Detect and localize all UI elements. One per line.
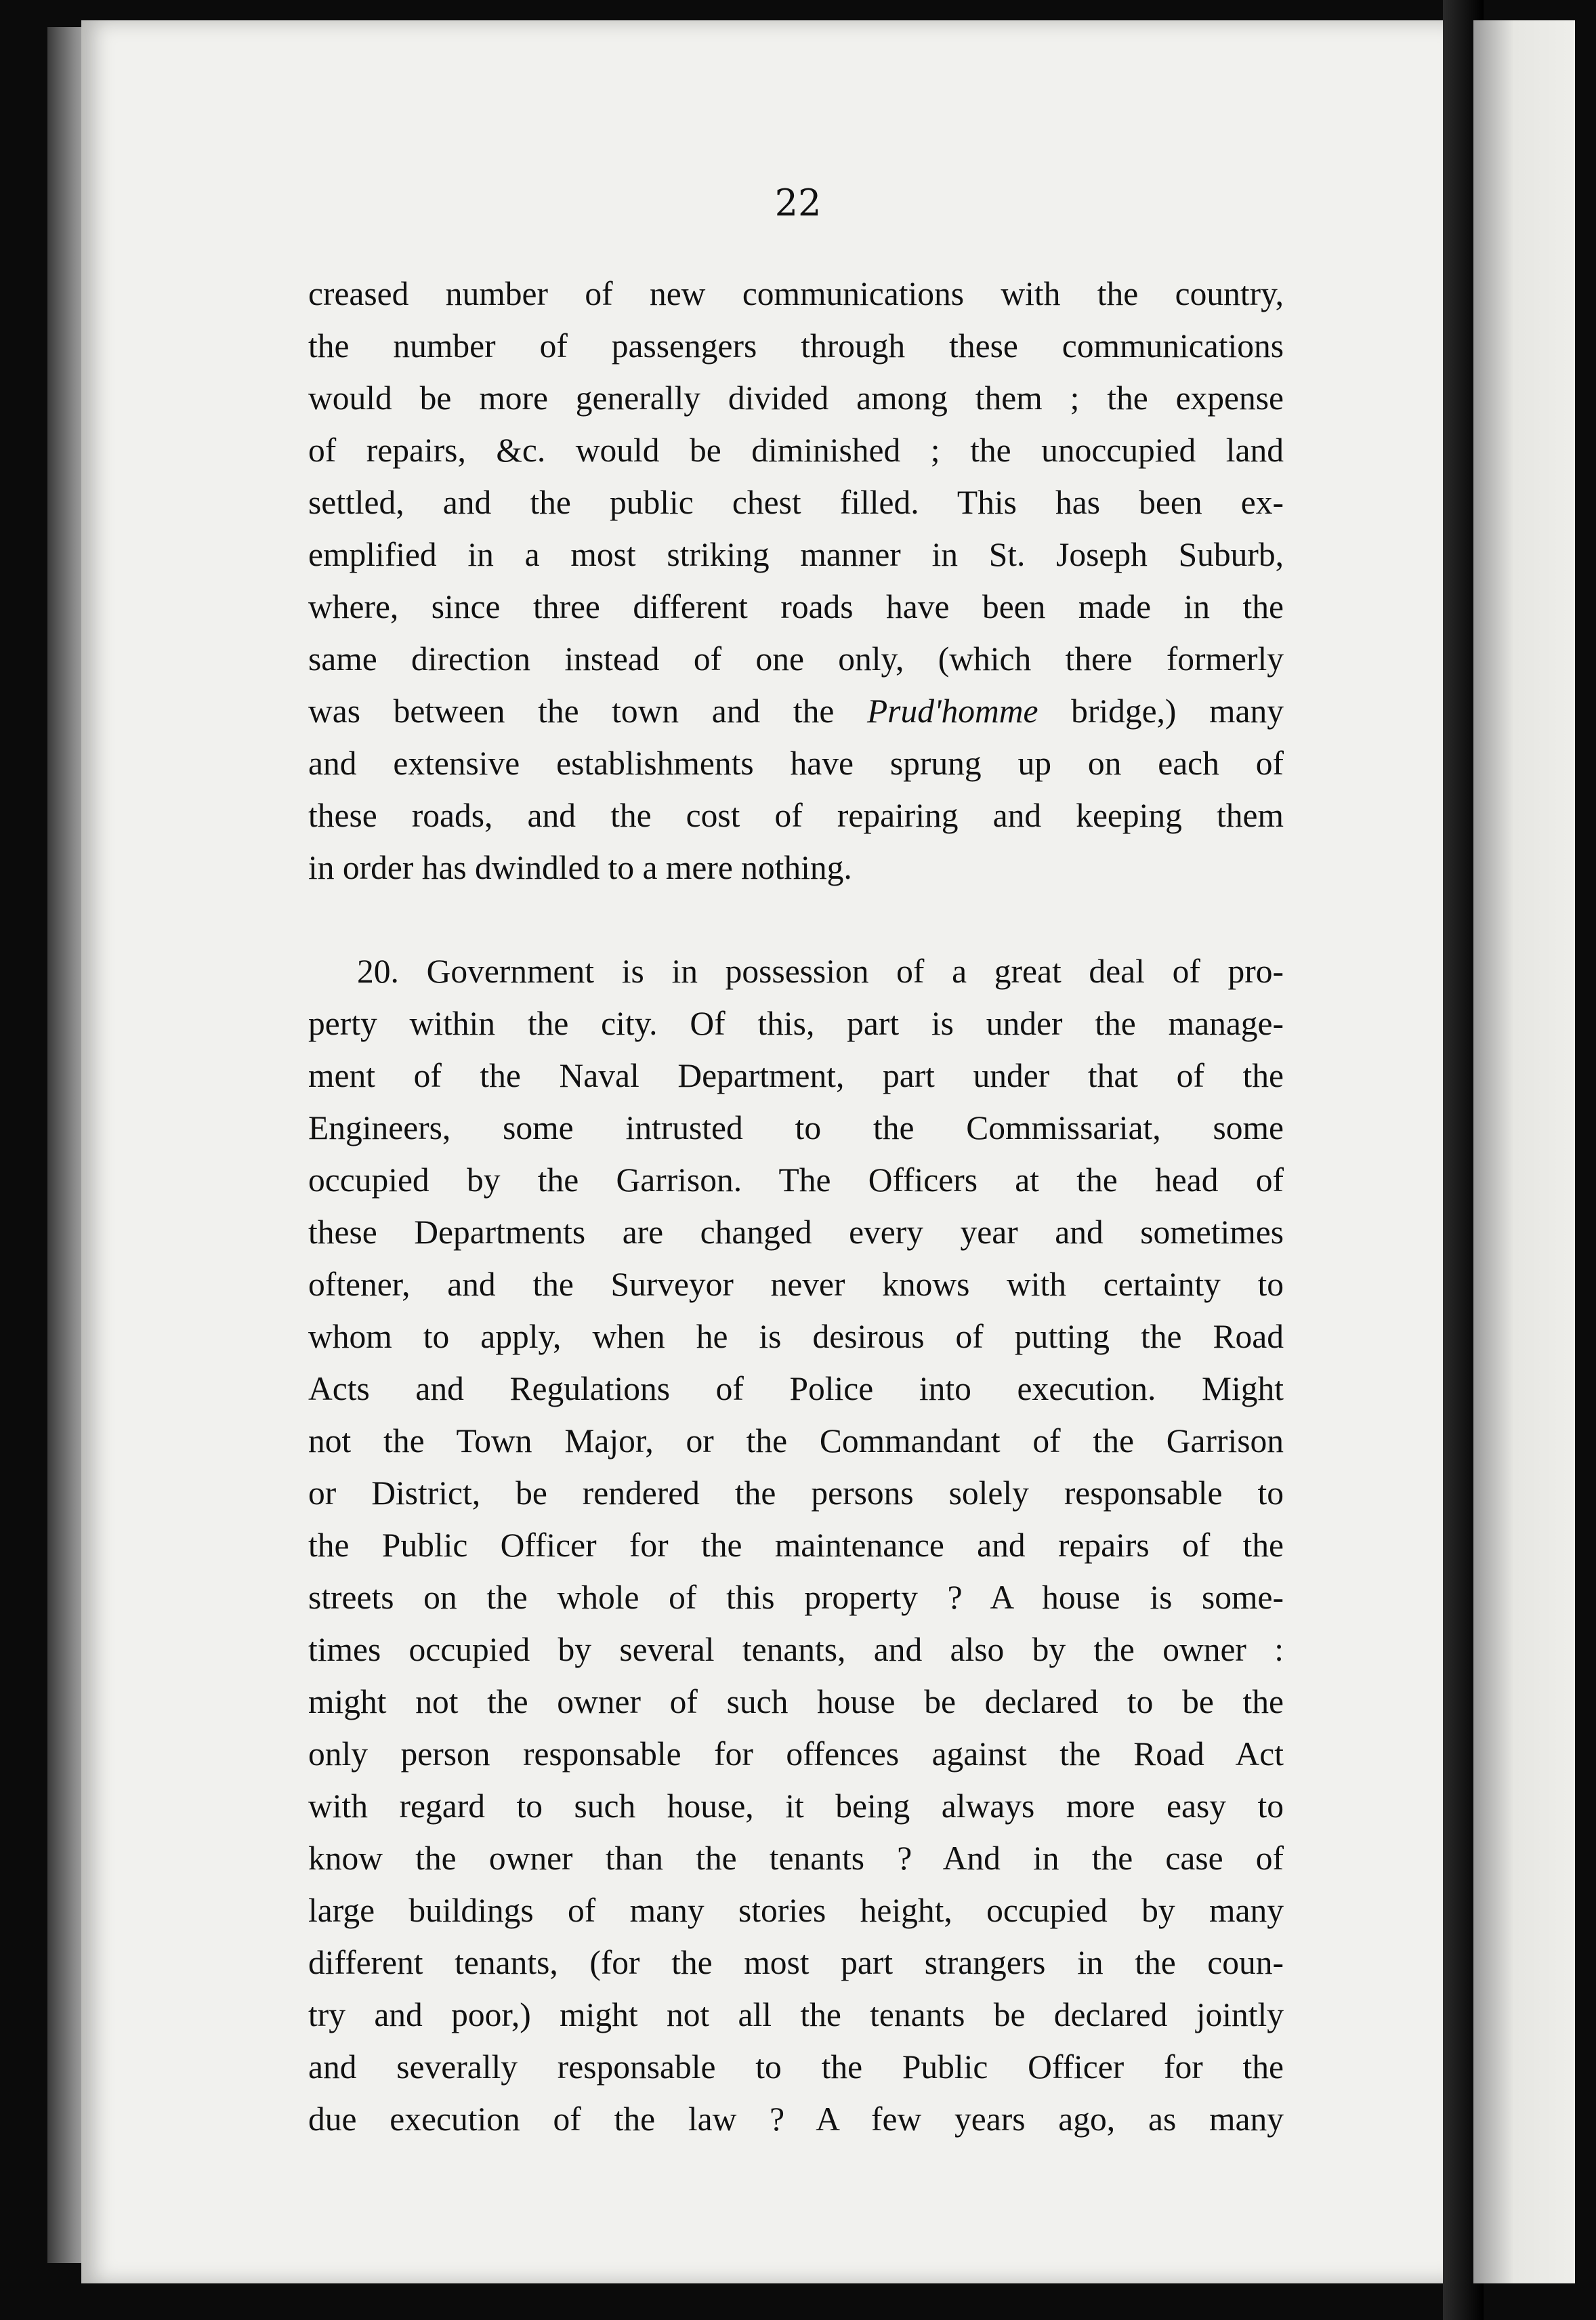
text-line: occupied by the Garrison. The Officers at the head of (308, 1161, 1284, 1199)
text-line: Engineers, some intrusted to the Commissariat, some (308, 1109, 1284, 1146)
text-line: different tenants, (for the most part strangers in the coun- (308, 1944, 1284, 1981)
body-text (308, 268, 1284, 2145)
text-line: streets on the whole of this property ? A house is some- (308, 1579, 1284, 1616)
text-line: 20. Government is in possession of a great deal of pro- (357, 953, 1284, 990)
text-line: creased number of new communications with the country, (308, 275, 1284, 312)
text-line: whom to apply, when he is desirous of putting the Road (308, 1318, 1284, 1355)
text-line: or District, be rendered the persons solely responsable to (308, 1474, 1284, 1512)
text-line-with-italic (308, 685, 1284, 737)
text-line: only person responsable for offences against the Road Act (308, 1735, 1284, 1773)
text-line: emplified in a most striking manner in St. Joseph Suburb, (308, 536, 1284, 573)
text-line: same direction instead of one only, (which there formerly (308, 640, 1284, 678)
text-line: the Public Officer for the maintenance and repairs of the (308, 1527, 1284, 1564)
italic-word: Prud'homme (866, 692, 1038, 730)
text-line: know the owner than the tenants ? And in the case of (308, 1840, 1284, 1877)
text-line: settled, and the public chest filled. This has been ex- (308, 484, 1284, 521)
text-line: where, since three different roads have been made in the (308, 588, 1284, 625)
text-line: not the Town Major, or the Commandant of the Garrison (308, 1422, 1284, 1459)
text-line: perty within the city. Of this, part is under the manage- (308, 1005, 1284, 1042)
text-line: due execution of the law ? A few years ago, as many (308, 2100, 1284, 2138)
adjacent-page-edge (1473, 20, 1575, 2283)
text-line: in order has dwindled to a mere nothing. (308, 849, 852, 886)
text-line: large buildings of many stories height, occupied by many (308, 1892, 1284, 1929)
text-segment: bridge,) many (1038, 692, 1284, 730)
text-line: ment of the Naval Department, part under that of the (308, 1057, 1284, 1094)
text-line: and extensive establishments have sprung up on each of (308, 745, 1284, 782)
text-line: times occupied by several tenants, and also by the owner : (308, 1631, 1284, 1668)
text-line: and severally responsable to the Public Officer for the (308, 2048, 1284, 2086)
text-line: of repairs, &c. would be diminished ; the unoccupied land (308, 432, 1284, 469)
text-segment: was between the town and the (308, 692, 867, 730)
text-line: oftener, and the Surveyor never knows with certainty to (308, 1266, 1284, 1303)
text-line: try and poor,) might not all the tenants be declared jointly (308, 1996, 1284, 2033)
text-line: might not the owner of such house be declared to be the (308, 1683, 1284, 1720)
text-line: would be more generally divided among them ; the expense (308, 379, 1284, 417)
text-line: these Departments are changed every year and sometimes (308, 1214, 1284, 1251)
paragraph-gap (308, 894, 1284, 945)
text-line: Acts and Regulations of Police into execution. Might (308, 1370, 1284, 1407)
text-line: the number of passengers through these communications (308, 327, 1284, 365)
text-line: with regard to such house, it being always more easy to (308, 1787, 1284, 1825)
text-line: these roads, and the cost of repairing and keeping them (308, 797, 1284, 834)
page-number: 22 (774, 182, 822, 224)
